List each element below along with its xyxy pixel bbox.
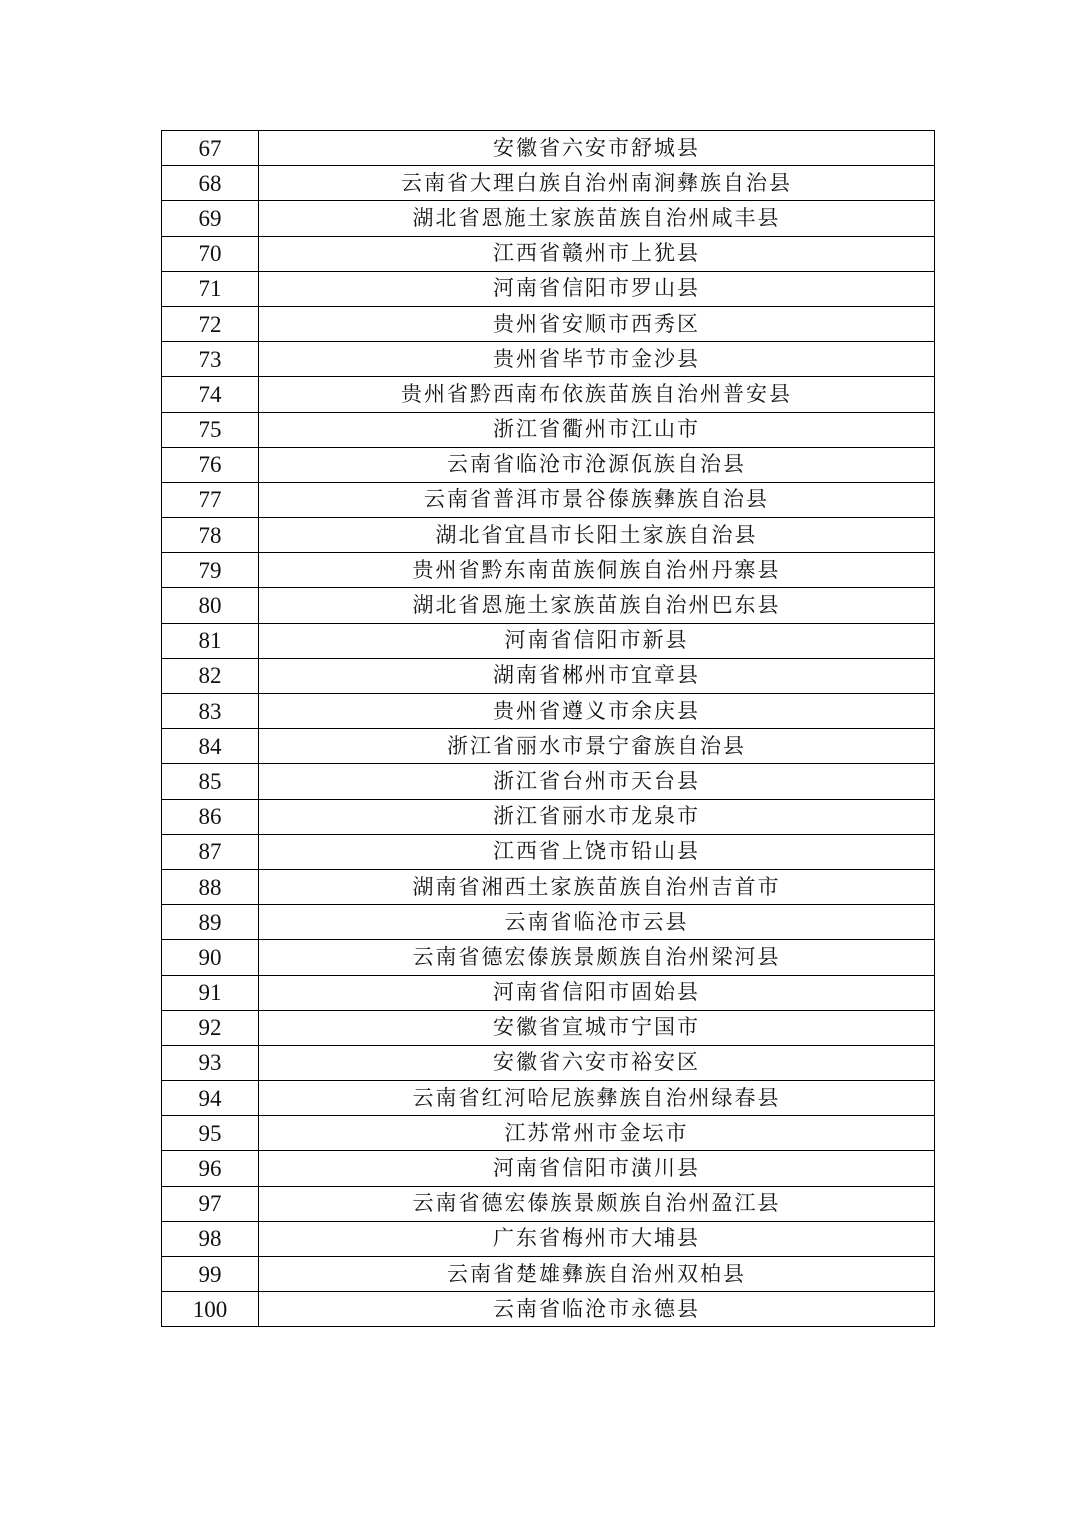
table-row — [162, 1186, 935, 1221]
row-number-cell: 85 — [162, 764, 259, 799]
county-name-cell: 安徽省六安市裕安区 — [259, 1045, 935, 1080]
table-row — [162, 764, 935, 799]
county-name-cell: 云南省普洱市景谷傣族彝族自治县 — [259, 482, 935, 517]
row-number-cell: 95 — [162, 1116, 259, 1151]
county-name-cell: 云南省红河哈尼族彝族自治州绿春县 — [259, 1081, 935, 1116]
county-name-cell: 江西省上饶市铅山县 — [259, 834, 935, 869]
row-number-cell: 99 — [162, 1257, 259, 1292]
table-row — [162, 869, 935, 904]
table-row — [162, 271, 935, 306]
row-number-cell: 86 — [162, 799, 259, 834]
county-name-cell: 云南省大理白族自治州南涧彝族自治县 — [259, 166, 935, 201]
table-body — [162, 131, 935, 1327]
row-number-cell: 91 — [162, 975, 259, 1010]
county-name-cell: 浙江省丽水市景宁畲族自治县 — [259, 729, 935, 764]
row-number-cell: 77 — [162, 482, 259, 517]
row-number-cell: 80 — [162, 588, 259, 623]
county-name-cell: 云南省临沧市云县 — [259, 905, 935, 940]
county-name-cell: 贵州省遵义市余庆县 — [259, 694, 935, 729]
row-number-cell: 73 — [162, 342, 259, 377]
row-number-cell: 69 — [162, 201, 259, 236]
row-number-cell: 83 — [162, 694, 259, 729]
row-number-cell: 90 — [162, 940, 259, 975]
county-name-cell: 贵州省黔西南布依族苗族自治州普安县 — [259, 377, 935, 412]
table-row — [162, 447, 935, 482]
table-row — [162, 940, 935, 975]
row-number-cell: 82 — [162, 658, 259, 693]
county-name-cell: 云南省临沧市沧源佤族自治县 — [259, 447, 935, 482]
row-number-cell: 71 — [162, 271, 259, 306]
table-row — [162, 623, 935, 658]
county-name-cell: 江西省赣州市上犹县 — [259, 236, 935, 271]
row-number-cell: 94 — [162, 1081, 259, 1116]
row-number-cell: 98 — [162, 1221, 259, 1256]
table-row — [162, 1010, 935, 1045]
row-number-cell: 78 — [162, 518, 259, 553]
table-row — [162, 1221, 935, 1256]
county-name-cell: 湖北省宜昌市长阳土家族自治县 — [259, 518, 935, 553]
county-name-cell: 贵州省安顺市西秀区 — [259, 306, 935, 341]
row-number-cell: 68 — [162, 166, 259, 201]
table-row — [162, 482, 935, 517]
county-name-cell: 浙江省台州市天台县 — [259, 764, 935, 799]
county-list-table — [161, 130, 935, 1327]
row-number-cell: 81 — [162, 623, 259, 658]
row-number-cell: 74 — [162, 377, 259, 412]
county-name-cell: 安徽省宣城市宁国市 — [259, 1010, 935, 1045]
county-name-cell: 广东省梅州市大埔县 — [259, 1221, 935, 1256]
county-name-cell: 云南省楚雄彝族自治州双柏县 — [259, 1257, 935, 1292]
row-number-cell: 97 — [162, 1186, 259, 1221]
row-number-cell: 67 — [162, 131, 259, 166]
county-name-cell: 河南省信阳市新县 — [259, 623, 935, 658]
table-row — [162, 377, 935, 412]
row-number-cell: 72 — [162, 306, 259, 341]
table-row — [162, 518, 935, 553]
table-row — [162, 588, 935, 623]
county-name-cell: 江苏常州市金坛市 — [259, 1116, 935, 1151]
table-row — [162, 553, 935, 588]
county-name-cell: 贵州省毕节市金沙县 — [259, 342, 935, 377]
row-number-cell: 70 — [162, 236, 259, 271]
table-row — [162, 166, 935, 201]
row-number-cell: 88 — [162, 869, 259, 904]
county-name-cell: 湖北省恩施土家族苗族自治州巴东县 — [259, 588, 935, 623]
table-row — [162, 131, 935, 166]
table-row — [162, 1292, 935, 1327]
county-name-cell: 云南省德宏傣族景颇族自治州梁河县 — [259, 940, 935, 975]
row-number-cell: 87 — [162, 834, 259, 869]
table-row — [162, 342, 935, 377]
row-number-cell: 89 — [162, 905, 259, 940]
county-name-cell: 安徽省六安市舒城县 — [259, 131, 935, 166]
row-number-cell: 96 — [162, 1151, 259, 1186]
county-name-cell: 云南省临沧市永德县 — [259, 1292, 935, 1327]
table-row — [162, 1081, 935, 1116]
table-row — [162, 236, 935, 271]
row-number-cell: 93 — [162, 1045, 259, 1080]
county-name-cell: 河南省信阳市潢川县 — [259, 1151, 935, 1186]
table-row — [162, 412, 935, 447]
table-row — [162, 834, 935, 869]
table-row — [162, 201, 935, 236]
county-name-cell: 湖南省郴州市宜章县 — [259, 658, 935, 693]
county-name-cell: 浙江省衢州市江山市 — [259, 412, 935, 447]
table-row — [162, 1116, 935, 1151]
county-name-cell: 湖南省湘西土家族苗族自治州吉首市 — [259, 869, 935, 904]
row-number-cell: 100 — [162, 1292, 259, 1327]
row-number-cell: 92 — [162, 1010, 259, 1045]
table-row — [162, 905, 935, 940]
row-number-cell: 79 — [162, 553, 259, 588]
row-number-cell: 75 — [162, 412, 259, 447]
table-row — [162, 1151, 935, 1186]
county-name-cell: 河南省信阳市罗山县 — [259, 271, 935, 306]
county-name-cell: 河南省信阳市固始县 — [259, 975, 935, 1010]
table-row — [162, 1045, 935, 1080]
table-row — [162, 729, 935, 764]
county-name-cell: 贵州省黔东南苗族侗族自治州丹寨县 — [259, 553, 935, 588]
table-row — [162, 306, 935, 341]
county-name-cell: 湖北省恩施土家族苗族自治州咸丰县 — [259, 201, 935, 236]
table-row — [162, 975, 935, 1010]
county-name-cell: 浙江省丽水市龙泉市 — [259, 799, 935, 834]
row-number-cell: 84 — [162, 729, 259, 764]
row-number-cell: 76 — [162, 447, 259, 482]
table-row — [162, 1257, 935, 1292]
table-row — [162, 799, 935, 834]
table-row — [162, 658, 935, 693]
table-row — [162, 694, 935, 729]
county-name-cell: 云南省德宏傣族景颇族自治州盈江县 — [259, 1186, 935, 1221]
